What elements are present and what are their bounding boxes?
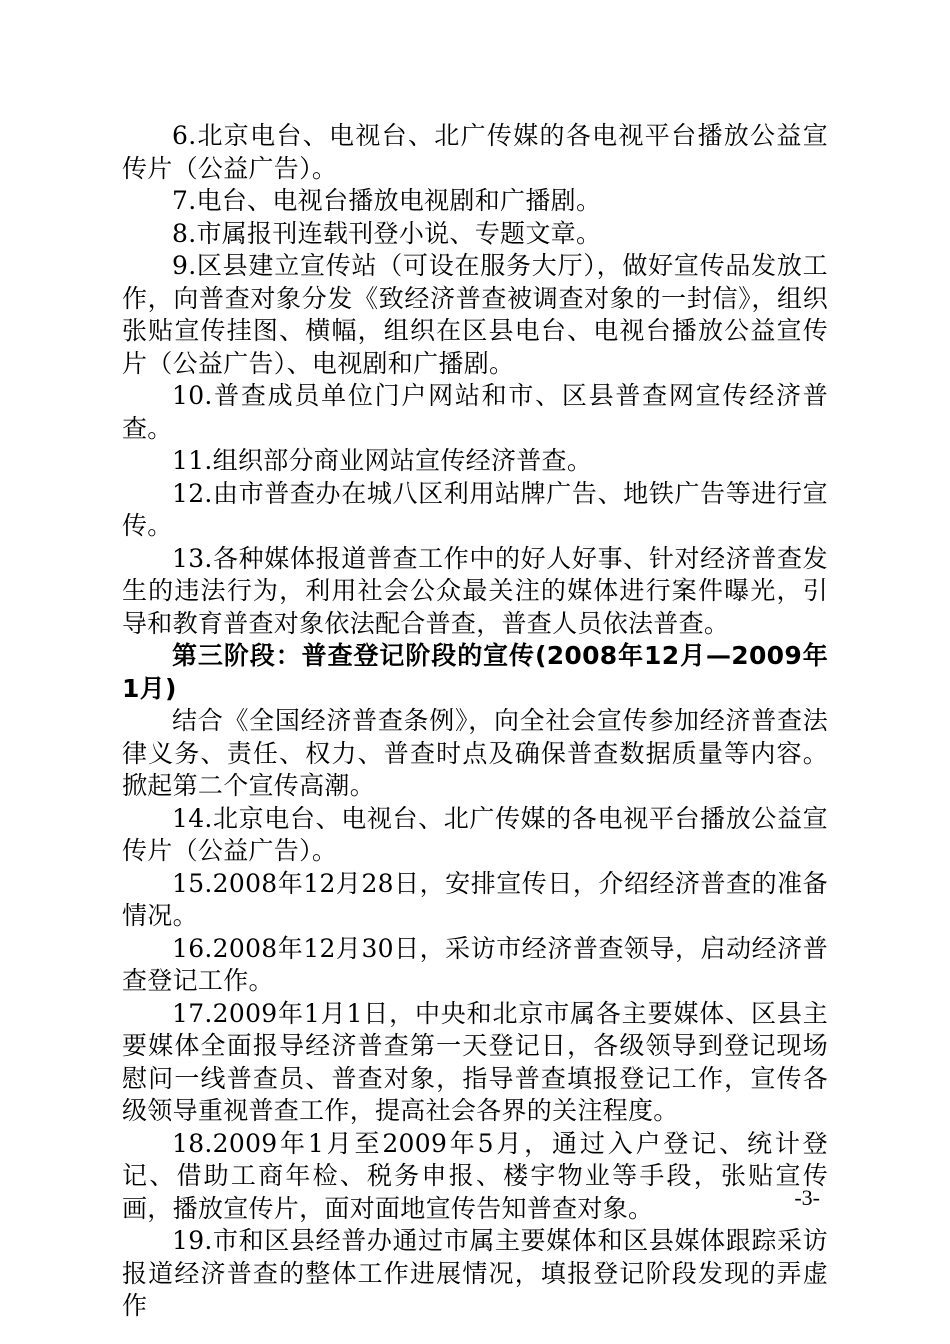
paragraph-item-14: 14.北京电台、电视台、北广传媒的各电视平台播放公益宣传片（公益广告）。 [122,803,828,865]
section-intro: 结合《全国经济普查条例》，向全社会宣传参加经济普查法律义务、责任、权力、普查时点及确保普查数据质量等内容。掀起第二个宣传高潮。 [122,706,828,800]
paragraph-item-16: 16.2008年12月30日，采访市经济普查领导，启动经济普查登记工作。 [122,933,828,995]
paragraph-item-17: 17.2009年1月1日，中央和北京市属各主要媒体、区县主要媒体全面报导经济普查第一天登记日，各级领导到登记现场慰问一线普查员、普查对象，指导普查填报登记工作，宣传各级领导重视普查工作，提高社会各界的关注程度。 [122,998,828,1125]
paragraph-item-11: 11.组织部分商业网站宣传经济普查。 [172,446,593,475]
paragraph-item-19: 19.市和区县经普办通过市属主要媒体和区县媒体跟踪采访报道经济普查的整体工作进展情况，填报登记阶段发现的弄虚作 [122,1226,828,1320]
section-heading-stage-3: 第三阶段：普查登记阶段的宣传(2008年12月—2009年1月) [122,641,828,703]
page-number: -3- [794,1185,820,1210]
paragraph-item-13: 13.各种媒体报道普查工作中的好人好事、针对经济普查发生的违法行为，利用社会公众最关注的媒体进行案件曝光，引导和教育普查对象依法配合普查，普查人员依法普查。 [122,543,828,638]
paragraph-item-18: 18.2009年1月至2009年5月，通过入户登记、统计登记、借助工商年检、税务申报、楼宇物业等手段，张贴宣传画，播放宣传片，面对面地宣传告知普查对象。 [122,1128,828,1223]
paragraph-item-12: 12.由市普查办在城八区利用站牌广告、地铁广告等进行宣传。 [122,478,828,540]
paragraph-item-15: 15.2008年12月28日，安排宣传日，介绍经济普查的准备情况。 [122,868,828,930]
paragraph-item-10: 10.普查成员单位门户网站和市、区县普查网宣传经济普查。 [122,381,828,443]
paragraph-item-6: 6.北京电台、电视台、北广传媒的各电视平台播放公益宣传片（公益广告）。 [122,121,828,183]
document-body [122,120,828,1323]
paragraph-item-7: 7.电台、电视台播放电视剧和广播剧。 [172,186,602,215]
paragraph-item-9: 9.区县建立宣传站（可设在服务大厅），做好宣传品发放工作，向普查对象分发《致经济普查被调查对象的一封信》，组织张贴宣传挂图、横幅，组织在区县电台、电视台播放公益宣传片（公益广告）、电视剧和广播剧。 [122,251,828,378]
paragraph-item-8: 8.市属报刊连载刊登小说、专题文章。 [172,218,602,248]
